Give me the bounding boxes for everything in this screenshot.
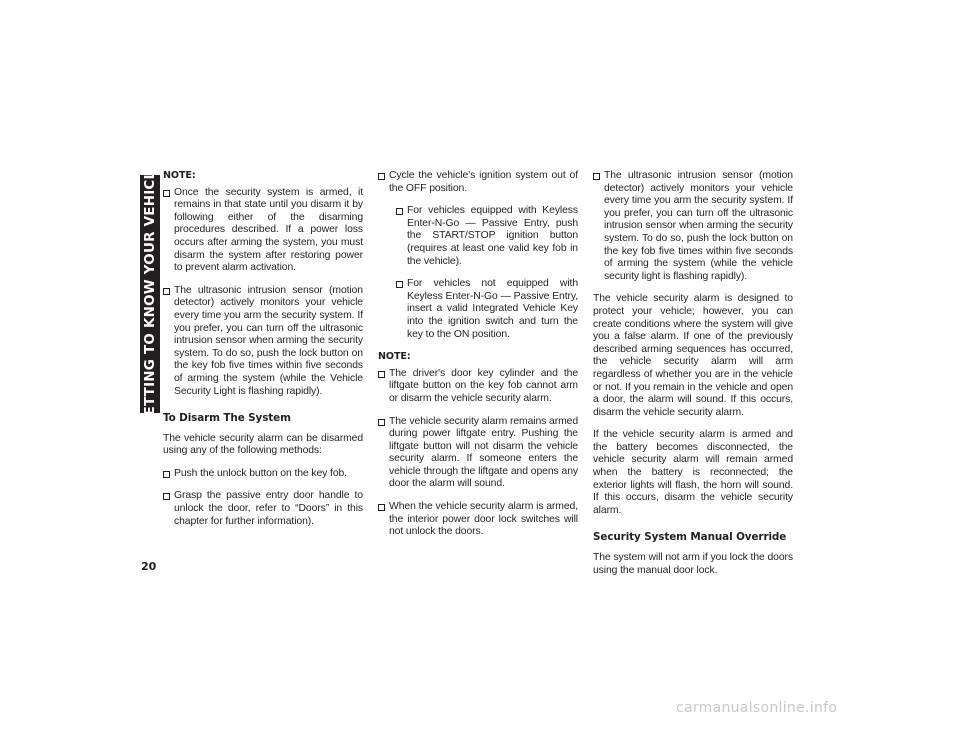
checkbox-bullet-icon	[163, 471, 170, 478]
column-1	[163, 170, 363, 538]
checkbox-bullet-icon	[396, 208, 403, 215]
checkbox-bullet-icon	[163, 190, 170, 197]
checkbox-bullet-icon	[378, 173, 385, 180]
list-item: Grasp the passive entry door handle to unlock the door, refer to “Doors” in this chapter for further information).	[163, 490, 363, 528]
checkbox-bullet-icon	[163, 288, 170, 295]
checkbox-bullet-icon	[163, 493, 170, 500]
watermark: carmanualsonline.info	[676, 700, 838, 716]
checkbox-bullet-icon	[378, 419, 385, 426]
paragraph: The system will not arm if you lock the doors using the manual door lock.	[593, 552, 793, 576]
checkbox-bullet-icon	[378, 504, 385, 511]
paragraph: The vehicle security alarm is designed to protect your vehicle; however, you can create conditions where the system will give you a false alarm. If one of the previously described arming sequences has occurred, the vehicle security alarm will arm regardless of whether you are in the vehicle or not. If you remain in the vehicle and open a door, the alarm will sound. If this occurs, disarm the vehicle security alarm.	[593, 293, 793, 418]
list-item: The vehicle security alarm remains armed during power liftgate entry. Pushing the liftgate button will not disarm the vehicle security alarm. If someone enters the vehicle through the liftgate and opens any door the alarm will sound.	[378, 416, 578, 492]
list-item: The ultrasonic intrusion sensor (motion detector) actively monitors your vehicle every time you arm the security system. If you prefer, you can turn off the ultrasonic intrusion sensor when arming the security system. To do so, push the lock button on the key fob five times within five seconds of arming the system (while the vehicle security light is flashing rapidly).	[593, 170, 793, 283]
paragraph: If the vehicle security alarm is armed and the battery becomes disconnected, the vehicle security alarm will remain armed when the battery is reconnected; the exterior lights will flash, the horn will sound. If this occurs, disarm the vehicle security alarm.	[593, 429, 793, 516]
paragraph: The vehicle security alarm can be disarmed using any of the following methods:	[163, 432, 363, 457]
sub-list-item: For vehicles equipped with Keyless Enter-N-Go — Passive Entry, push the START/STOP ignition button (requires at least one valid key fob in the vehicle).	[396, 205, 578, 268]
page-number: 20	[141, 560, 157, 573]
list-item: The ultrasonic intrusion sensor (motion detector) actively monitors your vehicle every time you arm the security system. If you prefer, you can turn off the ultrasonic intrusion sensor when arming the security system. To do so, push the lock button on the key fob five times within five seconds of arming the system (while the Vehicle Security Light is flashing rapidly).	[163, 285, 363, 398]
checkbox-bullet-icon	[593, 173, 600, 180]
list-item: The driver's door key cylinder and the liftgate button on the key fob cannot arm or disarm the vehicle security alarm.	[378, 368, 578, 406]
column-3	[593, 170, 793, 587]
list-item: Push the unlock button on the key fob.	[163, 468, 363, 481]
chapter-title: GETTING TO KNOW YOUR VEHICLE	[142, 161, 158, 427]
sub-list-item: For vehicles not equipped with Keyless Enter-N-Go — Passive Entry, insert a valid Integrated Vehicle Key into the ignition switch and turn the key to the ON position.	[396, 278, 578, 341]
list-item: Once the security system is armed, it remains in that state until you disarm it by following either of the disarming procedures described. If a power loss occurs after arming the system, you must disarm the system after restoring power to prevent alarm activation.	[163, 187, 363, 275]
list-item: When the vehicle security alarm is armed, the interior power door lock switches will not unlock the doors.	[378, 501, 578, 539]
column-2	[378, 170, 578, 549]
section-heading: Security System Manual Override	[593, 531, 787, 544]
note-label: NOTE:	[163, 170, 196, 181]
note-label: NOTE:	[378, 351, 411, 363]
list-item: Cycle the vehicle’s ignition system out of the OFF position.	[378, 170, 578, 195]
checkbox-bullet-icon	[378, 371, 385, 378]
chapter-side-tab	[140, 161, 160, 427]
section-heading: To Disarm The System	[163, 412, 291, 425]
checkbox-bullet-icon	[396, 281, 403, 288]
